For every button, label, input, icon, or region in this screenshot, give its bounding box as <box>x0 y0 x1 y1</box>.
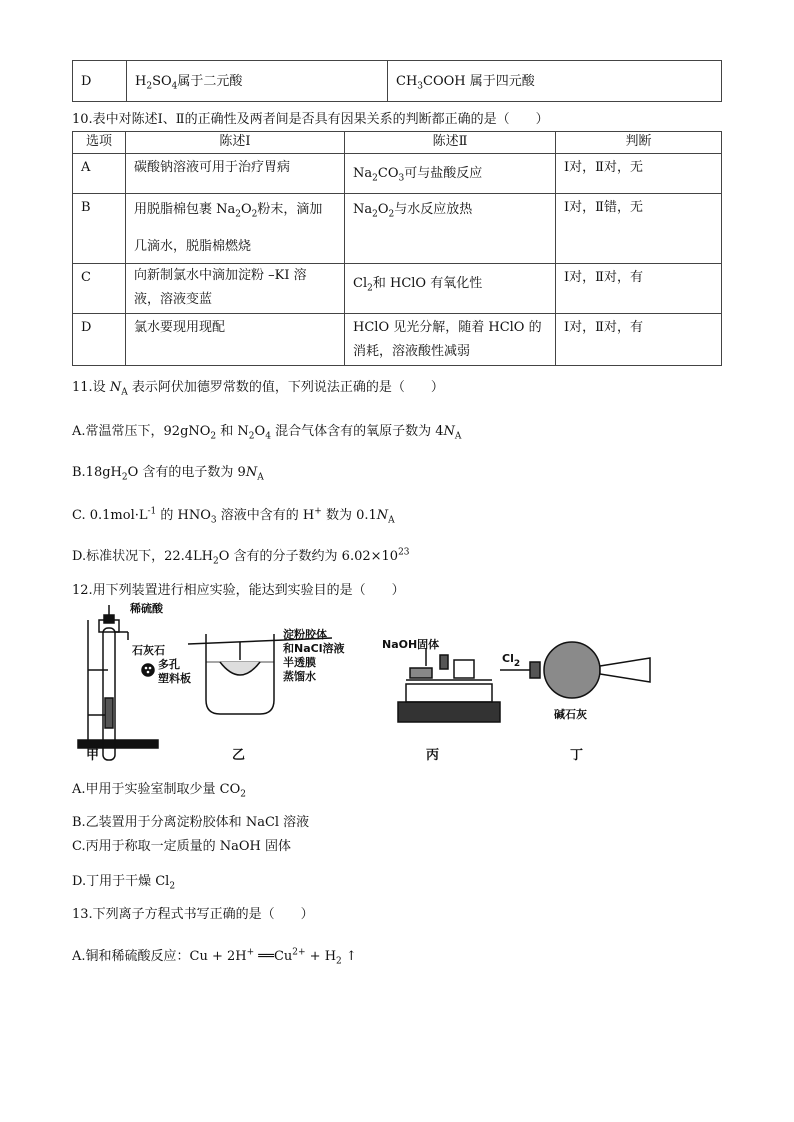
label-naoh-solid: NaOH固体 <box>382 638 440 651</box>
judgment-cell: Ⅰ对，Ⅱ对，无 <box>556 154 722 194</box>
question-10-table <box>72 131 722 366</box>
statement-2-cell: $Na_2CO_3$可与盐酸反应 <box>345 154 556 194</box>
label-limestone: 石灰石 <box>132 644 165 657</box>
label-distilled-water: 蒸馏水 <box>283 670 316 683</box>
statement-2-cell: HClO 见光分解，随着 HClO 的 消耗，溶液酸性减弱 <box>345 313 556 365</box>
question-12-option-a: A.甲用于实验室制取少量 $CO_2$ <box>72 782 246 800</box>
label-starch-colloid: 淀粉胶体 <box>283 628 327 641</box>
question-12-option-c: C.丙用于称取一定质量的 NaOH 固体 <box>72 839 292 854</box>
figure-label-bing: 丙 <box>426 748 440 763</box>
statement-cell: $CH_3COOH$ 属于四元酸 <box>388 61 722 102</box>
statement-2-cell: $Na_2O_2$与水反应放热 <box>345 194 556 264</box>
question-12-stem: 12.用下列装置进行相应实验，能达到实验目的是（ ） <box>72 583 405 598</box>
statement-1-cell: 用脱脂棉包裹 $Na_2O_2$粉末，滴加 几滴水，脱脂棉燃烧 <box>126 194 345 264</box>
table-row <box>73 154 722 194</box>
option-cell: D <box>73 61 127 102</box>
label-porous-plate-2: 塑料板 <box>158 672 191 685</box>
option-cell: A <box>73 154 126 194</box>
question-11-stem: 11.设 $N_A$ 表示阿伏加德罗常数的值，下列说法正确的是（ ） <box>72 380 444 398</box>
judgment-cell: Ⅰ对，Ⅱ对，有 <box>556 263 722 313</box>
header-cell: 陈述Ⅰ <box>126 132 345 154</box>
judgment-cell: Ⅰ对，Ⅱ对，有 <box>556 313 722 365</box>
figure-label-jia: 甲 <box>86 748 100 763</box>
figure-label-yi: 乙 <box>232 748 246 763</box>
label-porous-plate-1: 多孔 <box>158 658 180 671</box>
question-10-stem: 10.表中对陈述Ⅰ、Ⅱ的正确性及两者间是否具有因果关系的判断都正确的是（ ） <box>72 112 549 127</box>
table-row <box>73 194 722 264</box>
option-cell: D <box>73 313 126 365</box>
question-11-option-a: A.常温常压下，92gNO$_2$ 和 $N_2O_4$ 混合气体含有的氧原子数为 $4N_A$ <box>72 424 462 442</box>
statement-1-cell: 碳酸钠溶液可用于治疗胃病 <box>126 154 345 194</box>
header-cell: 陈述Ⅱ <box>345 132 556 154</box>
label-membrane: 半透膜 <box>283 656 316 669</box>
question-13-stem: 13.下列离子方程式书写正确的是（ ） <box>72 907 314 922</box>
apparatus-jia <box>78 605 158 760</box>
question-11-option-b: $B.18gH_2O$ 含有的电子数为 $9N_A$ <box>72 465 264 483</box>
statement-1-cell: 向新制氯水中滴加淀粉 –KI 溶 液，溶液变蓝 <box>126 263 345 313</box>
option-cell: B <box>73 194 126 264</box>
table-row <box>73 61 722 102</box>
header-cell: 选项 <box>73 132 126 154</box>
statement-1-cell: 氯水要现用现配 <box>126 313 345 365</box>
question-11-option-d: D.标准状况下，$22.4LH_2O$ 含有的分子数约为 $6.02\times 10^{23}$ <box>72 547 410 567</box>
label-soda-lime: 碱石灰 <box>554 708 587 721</box>
statement-2-cell: $Cl_2$和 HClO 有氧化性 <box>345 263 556 313</box>
table-header-row <box>73 132 722 154</box>
label-nacl-solution: 和NaCl溶液 <box>283 642 345 655</box>
statement-cell: $H_2SO_4$属于二元酸 <box>127 61 388 102</box>
judgment-cell: Ⅰ对，Ⅱ错，无 <box>556 194 722 264</box>
figure-label-ding: 丁 <box>570 748 584 763</box>
question-12-option-d: D.丁用于干燥 $Cl_2$ <box>72 874 176 892</box>
header-cell: 判断 <box>556 132 722 154</box>
table-row <box>73 263 722 313</box>
question-13-option-a: A.铜和稀硫酸反应：Cu + 2H+ $══Cu^{2+} + H_2$ ↑ <box>72 947 357 967</box>
question-12-option-b: B.乙装置用于分离淀粉胶体和 NaCl 溶液 <box>72 815 310 830</box>
prev-options-table <box>72 60 722 102</box>
apparatus-bing <box>398 648 500 722</box>
question-11-option-c: C. $0.1mol\cdot L^{-1}$ 的 $HNO_3$ 溶液中含有的 H+ 数为 $0.1N_A$ <box>72 506 395 526</box>
apparatus-ding <box>500 642 650 698</box>
label-dilute-acid: 稀硫酸 <box>130 602 163 615</box>
label-cl2: $Cl_2$ <box>502 652 521 669</box>
option-cell: C <box>73 263 126 313</box>
table-row <box>73 313 722 365</box>
